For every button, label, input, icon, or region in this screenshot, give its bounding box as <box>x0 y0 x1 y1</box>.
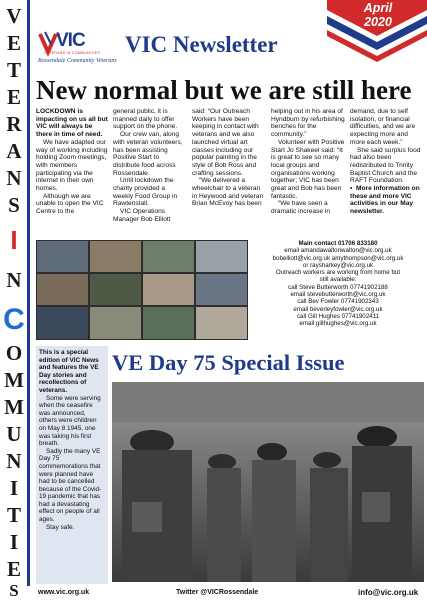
banner-letter: I <box>9 476 19 500</box>
article-column-3 <box>192 108 266 208</box>
banner-letter: A <box>6 139 22 163</box>
banner-letter: T <box>6 503 21 527</box>
contact-line: call Gill Hughes 07741902411 <box>296 312 380 320</box>
banner-letter: S <box>9 581 19 600</box>
article-paragraph: Our crew van, along with veteran volunteers, has been assisting Positive Start to distribute food across Rossendale. <box>113 131 183 177</box>
contact-line: call Steve Butterworth 07741902188 <box>288 283 388 291</box>
article-paragraph: demand, due to self isolation, or financial difficulties, and we are expecting more and more each week.” <box>350 108 416 146</box>
footer <box>36 587 427 600</box>
banner-letter-i: I <box>10 225 18 255</box>
article-paragraph: said: “Our Outreach Workers have been keeping in contact with veterans and we also launched virtual art classes including our popular painting in the style of Bob Ross and crafting sessions. <box>192 108 259 177</box>
contact-line: Outreach workers are working from home but <box>275 269 401 277</box>
banner-letter: M <box>4 395 24 419</box>
banner-letter: N <box>6 268 22 292</box>
banner-letter: U <box>6 422 22 446</box>
contact-box <box>252 240 424 342</box>
article-column-4 <box>271 108 345 216</box>
ve-day-photo <box>112 382 424 582</box>
banner-letter: T <box>6 58 21 82</box>
issue-date <box>344 1 412 29</box>
issue-month: April <box>363 1 393 15</box>
issue-year: 2020 <box>364 15 392 29</box>
contact-line: call Bev Fowler 07741902343 <box>297 298 379 306</box>
article-more-info: • More information on these and more VIC activities in our May newsletter. <box>350 185 420 216</box>
contact-line: bobelliott@vic.org.uk amythompson@vic.org.uk <box>272 254 404 262</box>
footer-website-link[interactable]: www.vic.org.uk <box>38 589 90 596</box>
vertical-banner <box>0 0 30 600</box>
contact-line: email gillhughes@vic.org.uk <box>299 320 377 328</box>
contact-line: email amandawaltonwalton@vic.org.uk <box>284 247 392 255</box>
special-paragraph: Sadly the many VE Day 75 commemorations that were planned have had to be cancelled because of the Covid-19 pandemic that has had a devastating effect on people of all ages. <box>39 447 102 524</box>
banner-letter: M <box>4 368 24 392</box>
article-paragraph: helping out in his area of Hyndburn by refurbishing benches for the community.” <box>271 108 345 139</box>
article-paragraph: “We delivered a wheelchair to a veteran in Heywood and veteran Brian McEvoy has been <box>192 177 264 208</box>
article-column-2 <box>113 108 186 224</box>
banner-letter: R <box>6 112 22 136</box>
article-paragraph: VIC Operations Manager Bob Elliott <box>113 208 171 223</box>
contact-line: or raysharkey@vic.org.uk <box>302 261 374 269</box>
contact-line: email beverleyfowler@vic.org.uk <box>293 305 383 313</box>
logo-text: VIC <box>56 30 85 51</box>
banner-letter: E <box>6 85 21 109</box>
article-column-1 <box>36 108 108 216</box>
special-edition-box <box>36 346 108 584</box>
article-paragraph: “We have seen a dramatic increase in <box>271 200 331 216</box>
article-paragraph: Until lockdown the charity provided a weekly Food Group in Rawtenstall. <box>113 177 178 208</box>
special-paragraph: Some were serving when the ceasefire was announced, others were children on May 8 1945, one was taking his first breath. <box>39 394 101 448</box>
banner-letter: I <box>9 530 19 554</box>
newsletter-title: VIC Newsletter <box>125 32 278 57</box>
contact-heading: Main contact 01706 833180 <box>298 240 378 247</box>
banner-letter: O <box>5 341 23 365</box>
logo-subtitle: VETERANS IN COMMUNITIES <box>44 51 101 55</box>
footer-email-link[interactable]: info@vic.org.uk <box>358 588 419 597</box>
article-paragraph: Although we are unable to open the VIC Centre to the <box>36 192 104 216</box>
article-paragraph: She said surplus food had also been redistributed to Trinity Baptist Church and the RAFT Foundation. <box>350 146 421 185</box>
banner-letter: E <box>6 557 21 581</box>
article-paragraph: general public, it is manned daily to offer support on the phone. <box>113 108 178 131</box>
article-paragraph: We have adapted our way of working including holding Zoom meetings, with members participating via the internet in their own homes. <box>36 138 108 193</box>
banner-letter: N <box>6 166 22 190</box>
headline: New normal but we are still here <box>36 75 412 105</box>
banner-letter: S <box>8 193 20 217</box>
ve-day-title: VE Day 75 Special Issue <box>112 350 345 375</box>
logo-tagline: Rossendale Community Veterans <box>38 58 117 64</box>
contact-line: still available: <box>319 276 357 284</box>
banner-letter: N <box>6 449 22 473</box>
article-paragraph: Volunteer with Positive Start Jo Shakeel said: “It is great to see so many local groups and organisations working together; VIC has been great and Bob has been fantastic. <box>271 138 345 200</box>
special-lead: This is a special edition of VIC News and features the VE Day stories and recollections of veterans. <box>39 349 99 394</box>
article-lead: LOCKDOWN is impacting on us all but VIC will always be there in time of need. <box>36 108 108 139</box>
article-column-5 <box>350 108 424 216</box>
banner-letter-c: C <box>3 303 25 336</box>
footer-twitter-link[interactable]: Twitter @VICRossendale <box>176 589 259 596</box>
zoom-meeting-photo <box>36 240 248 340</box>
banner-letter: E <box>6 31 21 55</box>
contact-line: email stevebutterworth@vic.org.uk <box>290 291 386 299</box>
banner-letter: V <box>6 4 22 28</box>
special-paragraph: Stay safe. <box>46 523 75 531</box>
